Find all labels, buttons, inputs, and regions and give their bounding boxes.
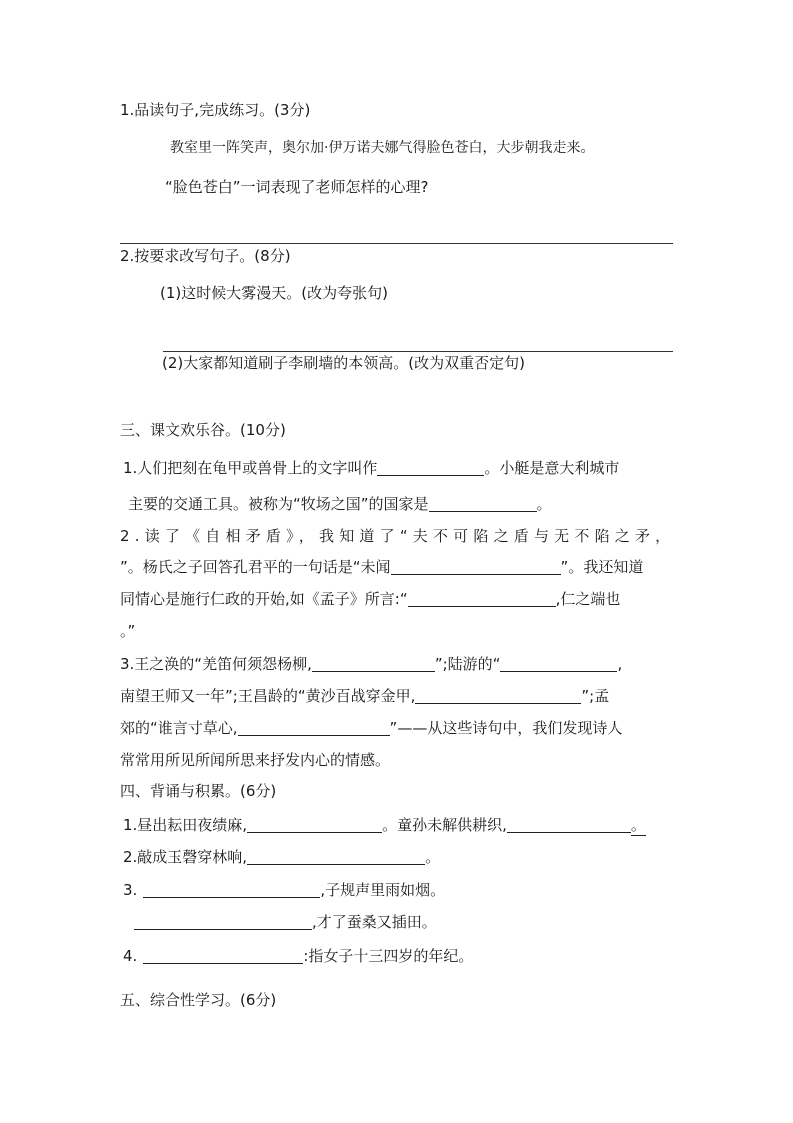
- s3-q2-line4: 。”: [120, 622, 136, 640]
- s3-q2-line3: [120, 589, 620, 609]
- s4-q1-blank-2[interactable]: [507, 816, 631, 833]
- s3-q1-blank-2[interactable]: [429, 495, 537, 512]
- s4-q4-blank[interactable]: [143, 947, 303, 964]
- s3-q2-text-b: ”。杨氏之子回答孔君平的一句话是“未闻: [120, 558, 391, 576]
- q1-quote: 教室里一阵笑声，奥尔加·伊万诺夫娜气得脸色苍白，大步朝我走来。: [170, 140, 595, 156]
- s4-q3-num: 3.: [123, 881, 138, 899]
- s4-q3-text-b: ,才了蚕桑又插田。: [312, 913, 437, 931]
- q2-title: 2.按要求改写句子。(8分): [120, 247, 291, 265]
- s3-q2-blank-1[interactable]: [391, 558, 561, 575]
- s3-q3-line1: [120, 654, 622, 674]
- s3-q1-text-b: 。小艇是意大利城市: [484, 459, 620, 477]
- s3-q3-text-f: 郊的“谁言寸草心,: [120, 719, 238, 737]
- s3-q1-text-d: 。: [536, 495, 552, 513]
- s3-q1-line2: [128, 494, 552, 514]
- s3-q3-line4: 常常用所见所闻所思来抒发内心的情感。: [120, 751, 391, 769]
- s4-q1-text-a: 1.昼出耘田夜绩麻,: [123, 816, 248, 834]
- section4-heading: 四、背诵与积累。(6分): [120, 782, 277, 800]
- s4-q1-text-c: 。: [630, 816, 646, 834]
- s4-q1-line: [123, 815, 646, 836]
- s4-q3-text-a: ,子规声里雨如烟。: [320, 881, 446, 899]
- q2-part1: (1)这时候大雾漫天。(改为夸张句): [160, 284, 388, 302]
- s3-q1-blank-1[interactable]: [377, 459, 484, 476]
- s3-q3-line3: [120, 718, 622, 738]
- q2-part1-answer-line[interactable]: [163, 351, 673, 352]
- s3-q2-text-d: 同情心是施行仁政的开始,如《孟子》所言:“: [120, 590, 408, 608]
- s4-q3-line1: [123, 880, 445, 900]
- q1-question: “脸色苍白”一词表现了老师怎样的心理?: [165, 178, 429, 196]
- s4-q3-blank-2[interactable]: [134, 913, 312, 930]
- s4-q3-line2: [134, 912, 437, 932]
- s3-q3-blank-3[interactable]: [415, 687, 581, 704]
- s3-q2-line2: [120, 557, 643, 577]
- s4-q1-text-b: 。童孙未解供耕织,: [382, 816, 507, 834]
- s3-q2-line1: 2.读了《自相矛盾》，我知道了“夫不可陷之盾与无不陷之矛，: [120, 527, 676, 545]
- s3-q3-blank-2[interactable]: [500, 655, 617, 672]
- section3-heading: 三、课文欢乐谷。(10分): [120, 421, 286, 439]
- s3-q3-blank-4[interactable]: [238, 719, 390, 736]
- s4-q2-text-a: 2.敲成玉磬穿林响,: [123, 848, 248, 866]
- s3-q3-blank-1[interactable]: [312, 655, 435, 672]
- s3-q3-text-c: ,: [617, 655, 623, 673]
- s3-q2-text-e: ,仁之端也: [555, 590, 621, 608]
- s4-q4-num: 4.: [123, 947, 138, 965]
- s3-q3-line2: [120, 686, 609, 706]
- q2-part2: (2)大家都知道刷子李刷墙的本领高。(改为双重否定句): [162, 354, 525, 372]
- s3-q3-text-b: ”;陆游的“: [434, 655, 501, 673]
- s4-q2-line: [123, 847, 440, 867]
- s3-q1-line1: [123, 458, 619, 478]
- s4-q1-blank-1[interactable]: [247, 816, 382, 833]
- s3-q1-text-a: 1.人们把刻在龟甲或兽骨上的文字叫作: [123, 459, 378, 477]
- s3-q3-text-d: 南望王师又一年”;王昌龄的“黄沙百战穿金甲,: [120, 687, 416, 705]
- s3-q2-blank-2[interactable]: [408, 590, 556, 607]
- s3-q2-text-c: ”。我还知道: [560, 558, 644, 576]
- q1-answer-line[interactable]: [120, 243, 673, 244]
- s4-q4-line: [123, 946, 473, 966]
- s3-q3-text-e: ”;孟: [581, 687, 610, 705]
- s4-q3-blank-1[interactable]: [143, 881, 320, 898]
- s3-q1-text-c: 主要的交通工具。被称为“牧场之国”的国家是: [128, 495, 429, 513]
- s3-q3-text-a: 3.王之涣的“羌笛何须怨杨柳,: [120, 655, 312, 673]
- q1-title: 1.品读句子,完成练习。(3分): [120, 101, 311, 119]
- s3-q3-text-g: ”——从这些诗句中，我们发现诗人: [389, 719, 623, 737]
- s4-q2-text-b: 。: [425, 848, 441, 866]
- section5-heading: 五、综合性学习。(6分): [120, 991, 277, 1009]
- s4-q4-text-a: :指女子十三四岁的年纪。: [303, 947, 474, 965]
- s4-q2-blank[interactable]: [247, 848, 425, 865]
